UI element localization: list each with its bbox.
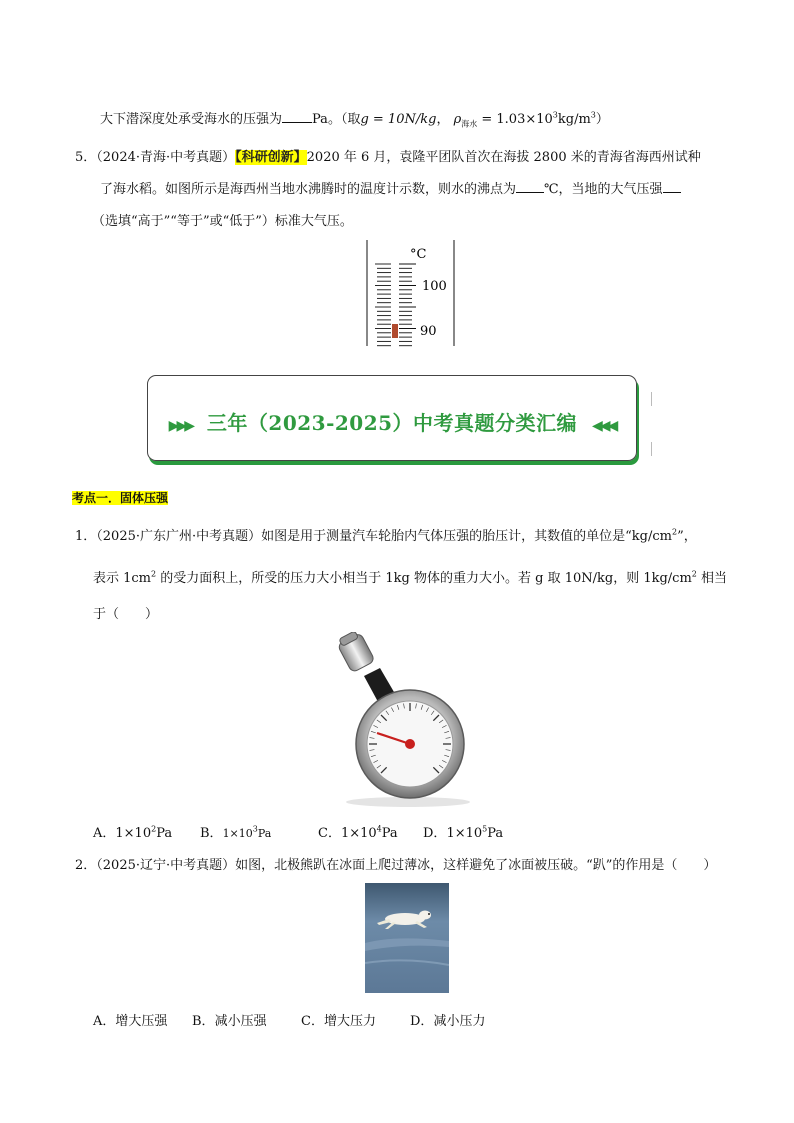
q1-option-a-unit: Pa [156, 826, 173, 841]
q1-option-b-label: B． [200, 826, 223, 841]
q2-option-c-label: C． [301, 1014, 324, 1029]
q2-option-d-label: D． [410, 1014, 434, 1029]
banner-side-mark-top [651, 392, 652, 406]
thermometer-unit: °C [410, 247, 427, 262]
gauge-chuck [335, 632, 375, 673]
thermometer-ticks-left [375, 264, 391, 346]
q4-rho: ρ [453, 112, 462, 127]
tire-gauge-figure [320, 632, 480, 808]
q2-option-a-label: A． [93, 1014, 116, 1029]
q5-line1 [75, 146, 701, 165]
q1-option-a-base: 1×10 [115, 826, 152, 841]
q2-option-b-text: 减小压强 [214, 1014, 267, 1029]
q1-option-a-exp: 2 [151, 824, 157, 834]
q4-g-expr: g = 10N/kg [360, 112, 437, 127]
q1-option-d-unit: Pa [487, 826, 504, 841]
q4-close: ） [595, 112, 609, 127]
q1-line1-text: （2025·广东广州·中考真题）如图是用于测量汽车轮胎内气体压强的胎压计，其数值的单位是“kg/cm [96, 529, 672, 544]
q5-blank-boiling [516, 180, 544, 193]
q5-line2-unit: ℃，当地的大气压强 [544, 182, 663, 197]
q1-option-a-label: A． [93, 826, 116, 841]
q2-option-d[interactable] [410, 1010, 485, 1029]
q5-blank-pressure [663, 180, 681, 193]
q1-option-a[interactable] [93, 822, 172, 841]
q4-rho-sub: 海水 [461, 119, 478, 129]
banner-title: 三年（2023-2025）中考真题分类汇编 [206, 411, 578, 435]
gauge-needle-hub [405, 739, 415, 749]
q4-text-a: 大下潜深度处承受海水的压强为 [100, 112, 283, 127]
q5-line3: （选填“高于”“等于”或“低于”）标准大气压。 [92, 214, 353, 229]
q5-line2-a: 了海水稻。如图所示是海西州当地水沸腾时的温度计示数，则水的沸点为 [100, 182, 517, 197]
section-label-text: 考点一．固体压强 [72, 491, 169, 505]
q4-rho-unit-exp: 3 [590, 110, 596, 120]
thermometer-ticks-right [399, 264, 416, 346]
q1-option-d-base: 1×10 [446, 826, 483, 841]
q1-option-c-unit: Pa [381, 826, 398, 841]
q1-option-d[interactable] [423, 822, 503, 841]
thermometer-label-100: 100 [422, 279, 447, 294]
q1-line3: 于（ ） [93, 607, 159, 622]
q1-option-d-label: D． [423, 826, 447, 841]
q4-unit: Pa [312, 112, 328, 127]
q4-rho-unit: kg/m [557, 112, 591, 127]
q1-line2-b: 的受力面积上，所受的压力大小相当于 1kg 物体的重力大小。若 g 取 10N/kg，则 1kg/cm [156, 571, 692, 586]
q1-option-d-exp: 5 [482, 824, 488, 834]
q1-line2-a: 表示 1cm [93, 571, 152, 586]
q1-option-b-exp: 3 [252, 824, 258, 834]
q1-line1-exp: 2 [671, 527, 678, 537]
thermometer-figure [360, 238, 460, 348]
q2-option-c[interactable] [301, 1010, 376, 1029]
thermometer-liquid-column [392, 324, 398, 338]
section-label [72, 489, 168, 506]
q1-line2 [93, 567, 727, 586]
q1-line2-exp2: 2 [691, 569, 697, 579]
banner-title-row [148, 407, 636, 436]
q4-rho-exp: 3 [552, 110, 558, 120]
q5-number: 5． [75, 150, 97, 165]
q1-option-c-label: C． [318, 826, 341, 841]
q1-line2-c: 相当 [696, 571, 728, 586]
q1-line2-exp: 2 [151, 569, 157, 579]
q4-text-b: 。（取 [327, 112, 361, 127]
q2-number: 2． [75, 858, 97, 873]
q4-sep: ， [436, 112, 450, 127]
q2-option-d-text: 减小压力 [433, 1014, 486, 1029]
q5-line2 [100, 178, 681, 197]
q1-option-c-base: 1×10 [340, 826, 377, 841]
q2-option-a[interactable] [93, 1010, 167, 1029]
q2-option-b[interactable] [192, 1010, 267, 1029]
q5-line1-rest: 2020 年 6 月，袁隆平团队首次在海拔 2800 米的青海省海西州试种 [306, 150, 701, 165]
q1-option-b-base: 1×10 [222, 827, 253, 840]
q5-source: （2024·青海·中考真题） [96, 150, 236, 165]
banner-side-mark-bottom [651, 442, 652, 456]
banner-arrow-right-icon: ◀◀◀ [592, 418, 616, 434]
q2-line1 [75, 854, 716, 873]
q1-option-b[interactable] [200, 822, 271, 841]
ice-background [365, 883, 449, 993]
q4-tail-line [100, 108, 609, 130]
q2-option-c-text: 增大压力 [323, 1014, 376, 1029]
q1-option-c-exp: 4 [376, 824, 382, 834]
q4-answer-blank [282, 110, 312, 123]
q2-text: （2025·辽宁·中考真题）如图，北极熊趴在冰面上爬过薄冰，这样避免了冰面被压破。“趴”的作用是（ ） [96, 858, 717, 873]
q2-option-b-label: B． [192, 1014, 215, 1029]
polar-bear-photo [365, 883, 449, 993]
q1-number: 1． [75, 529, 97, 544]
thermometer-label-90: 90 [420, 324, 437, 339]
q1-option-c[interactable] [318, 822, 398, 841]
q1-option-b-unit: Pa [257, 827, 272, 840]
q5-tag: 【科研创新】 [235, 150, 307, 165]
q4-rho-expr: = 1.03×10 [477, 112, 553, 127]
banner-arrow-left-icon: ▶▶▶ [168, 418, 192, 434]
q1-line1-end: ”， [677, 529, 697, 544]
q1-line1 [75, 525, 697, 544]
section-banner [147, 375, 637, 461]
q2-option-a-text: 增大压强 [115, 1014, 168, 1029]
